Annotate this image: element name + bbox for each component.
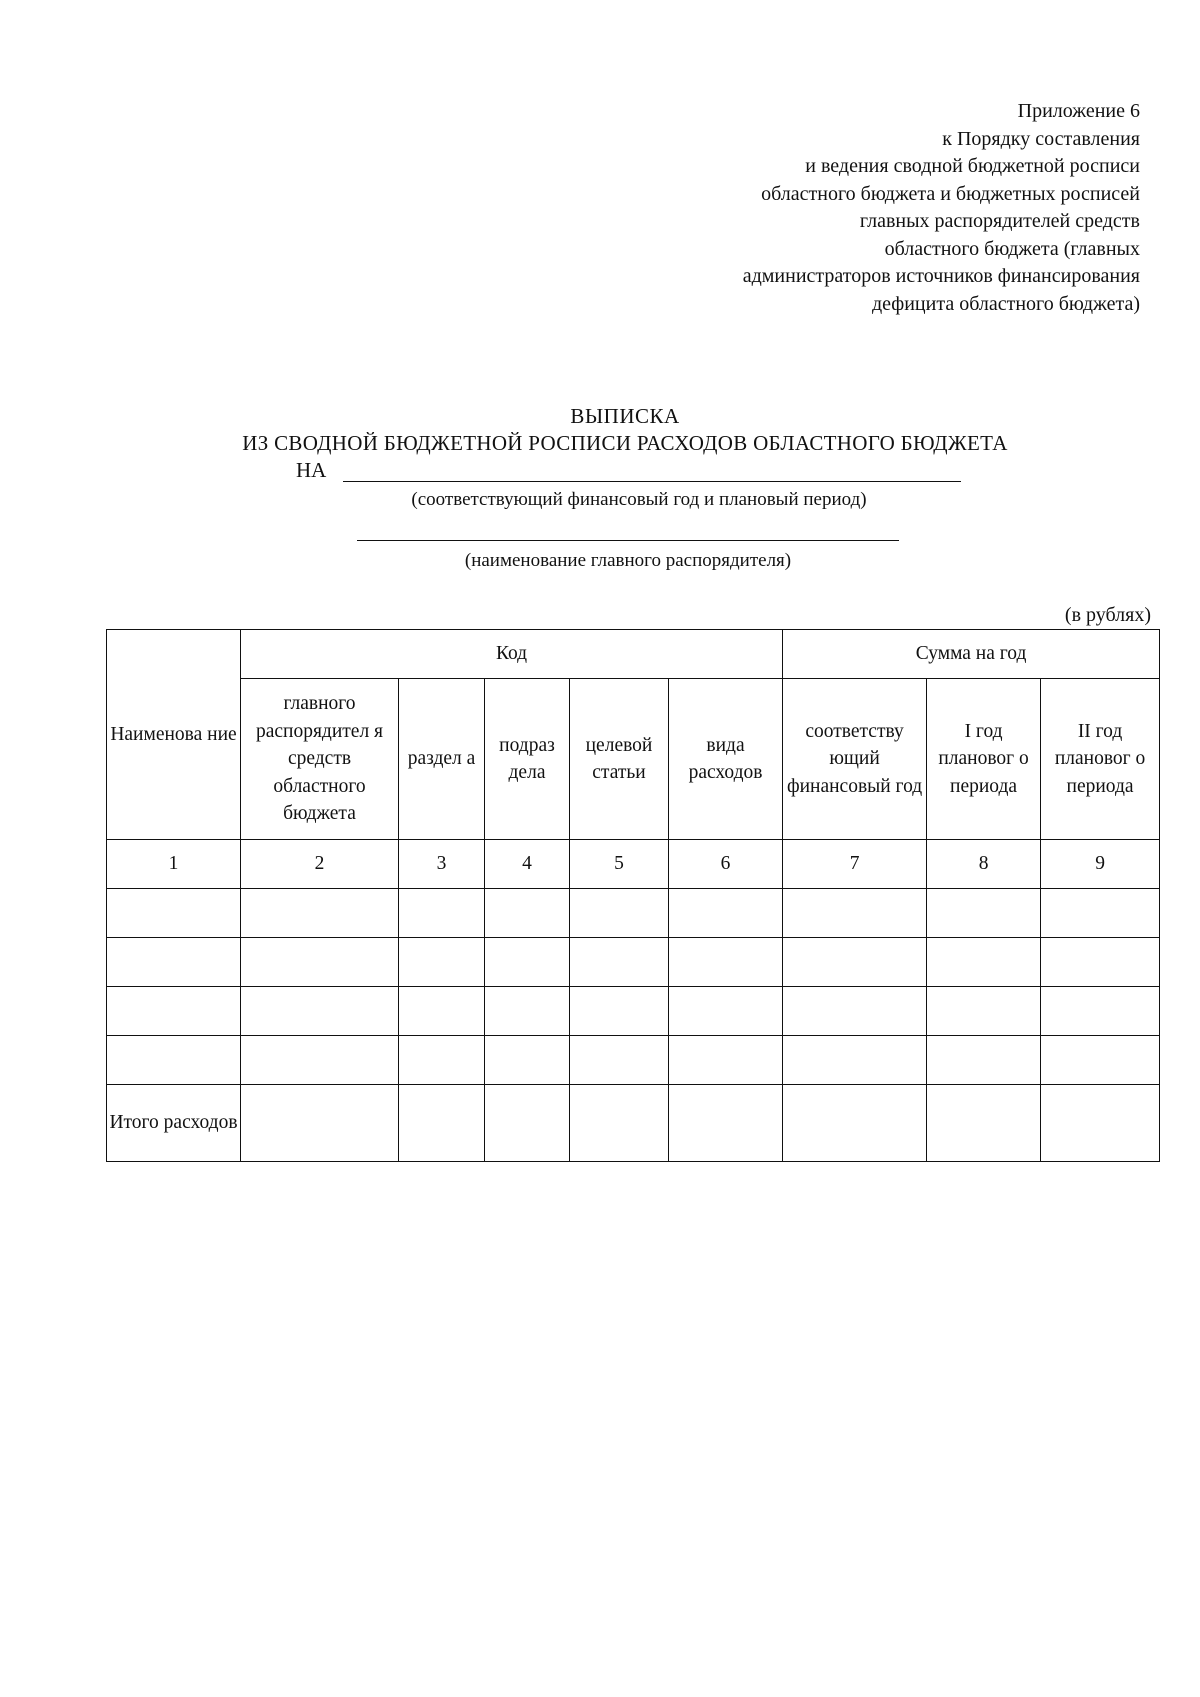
year-period-fill-line[interactable] xyxy=(343,481,961,482)
table-cell[interactable] xyxy=(783,987,927,1036)
subheader-row xyxy=(107,679,1160,840)
column-number-row xyxy=(107,840,1160,889)
na-label: НА xyxy=(296,458,327,482)
table-row xyxy=(107,938,1160,987)
table-cell[interactable] xyxy=(241,938,399,987)
table-cell[interactable] xyxy=(399,1085,485,1162)
table-cell[interactable] xyxy=(669,1036,783,1085)
header-target-article: целевой статьи xyxy=(570,679,669,840)
table-cell[interactable] xyxy=(399,1036,485,1085)
table-cell[interactable] xyxy=(570,1085,669,1162)
table-cell[interactable] xyxy=(927,889,1041,938)
table-cell[interactable] xyxy=(1041,1036,1160,1085)
header-section: раздел а xyxy=(399,679,485,840)
table-cell[interactable] xyxy=(783,889,927,938)
table-cell[interactable] xyxy=(485,987,570,1036)
table-cell[interactable] xyxy=(399,938,485,987)
table-cell[interactable] xyxy=(570,938,669,987)
appendix-line: областного бюджета (главных xyxy=(884,237,1140,260)
table-row xyxy=(107,889,1160,938)
table-cell[interactable] xyxy=(241,1036,399,1085)
table-cell[interactable] xyxy=(1041,987,1160,1036)
table-cell[interactable] xyxy=(783,938,927,987)
table-cell[interactable] xyxy=(783,1085,927,1162)
appendix-line: Приложение 6 xyxy=(1017,100,1140,122)
table-cell[interactable] xyxy=(783,1036,927,1085)
table-cell[interactable] xyxy=(1041,938,1160,987)
table-cell[interactable] xyxy=(927,987,1041,1036)
table-cell[interactable] xyxy=(399,987,485,1036)
table-row xyxy=(107,1036,1160,1085)
header-sum: Сумма на год xyxy=(783,630,1160,679)
table-cell[interactable] xyxy=(669,889,783,938)
table-cell[interactable] xyxy=(1041,1085,1160,1162)
table-cell[interactable] xyxy=(399,889,485,938)
column-number: 3 xyxy=(399,840,485,889)
table-cell[interactable] xyxy=(669,987,783,1036)
appendix-line: областного бюджета и бюджетных росписей xyxy=(761,182,1140,205)
administrator-caption: (наименование главного распорядителя) xyxy=(464,550,792,571)
table-cell[interactable] xyxy=(241,1085,399,1162)
table-cell[interactable] xyxy=(485,1085,570,1162)
table-cell[interactable] xyxy=(485,1036,570,1085)
document-title: ВЫПИСКА xyxy=(570,404,680,428)
table-cell[interactable] xyxy=(107,938,241,987)
administrator-fill-line[interactable] xyxy=(357,540,899,541)
table-cell[interactable] xyxy=(485,938,570,987)
table-cell[interactable] xyxy=(1041,889,1160,938)
appendix-line: и ведения сводной бюджетной росписи xyxy=(805,155,1140,177)
table-cell[interactable] xyxy=(241,889,399,938)
total-label: Итого расходов xyxy=(107,1085,241,1162)
table-cell[interactable] xyxy=(241,987,399,1036)
table-cell[interactable] xyxy=(669,938,783,987)
header-plan-year-2: II год плановог о периода xyxy=(1041,679,1160,840)
table-cell[interactable] xyxy=(669,1085,783,1162)
column-number: 7 xyxy=(783,840,927,889)
budget-table xyxy=(106,629,1160,1162)
column-number: 1 xyxy=(107,840,241,889)
table-cell[interactable] xyxy=(570,987,669,1036)
year-period-caption: (соответствующий финансовый год и плановый период) xyxy=(411,489,867,510)
appendix-line: администраторов источников финансирования xyxy=(742,265,1140,287)
header-subsection: подраз дела xyxy=(485,679,570,840)
table-cell[interactable] xyxy=(570,1036,669,1085)
total-row xyxy=(107,1085,1160,1162)
table-row xyxy=(107,987,1160,1036)
appendix-line: главных распорядителей средств xyxy=(859,210,1140,232)
header-name: Наименова ние xyxy=(107,630,241,840)
header-plan-year-1: I год плановог о периода xyxy=(927,679,1041,840)
appendix-line: дефицита областного бюджета) xyxy=(871,292,1140,315)
column-number: 2 xyxy=(241,840,399,889)
table-cell[interactable] xyxy=(927,938,1041,987)
table-cell[interactable] xyxy=(927,1036,1041,1085)
table-cell[interactable] xyxy=(485,889,570,938)
header-chief-administrator: главного распорядител я средств областного бюджета xyxy=(241,679,399,840)
table-cell[interactable] xyxy=(107,987,241,1036)
header-kod: Код xyxy=(241,630,783,679)
table-cell[interactable] xyxy=(107,1036,241,1085)
header-row xyxy=(107,630,1160,679)
column-number: 4 xyxy=(485,840,570,889)
column-number: 5 xyxy=(570,840,669,889)
column-number: 8 xyxy=(927,840,1041,889)
table-cell[interactable] xyxy=(927,1085,1041,1162)
table-cell[interactable] xyxy=(570,889,669,938)
appendix-reference xyxy=(580,98,1140,318)
table-cell[interactable] xyxy=(107,889,241,938)
document-subtitle: ИЗ СВОДНОЙ БЮДЖЕТНОЙ РОСПИСИ РАСХОДОВ ОБЛАСТНОГО БЮДЖЕТА xyxy=(242,431,1008,455)
column-number: 9 xyxy=(1041,840,1160,889)
appendix-line: к Порядку составления xyxy=(942,127,1140,150)
units-label: (в рублях) xyxy=(1064,604,1151,626)
column-number: 6 xyxy=(669,840,783,889)
header-expense-type: вида расходов xyxy=(669,679,783,840)
header-current-year: соответству ющий финансовый год xyxy=(783,679,927,840)
